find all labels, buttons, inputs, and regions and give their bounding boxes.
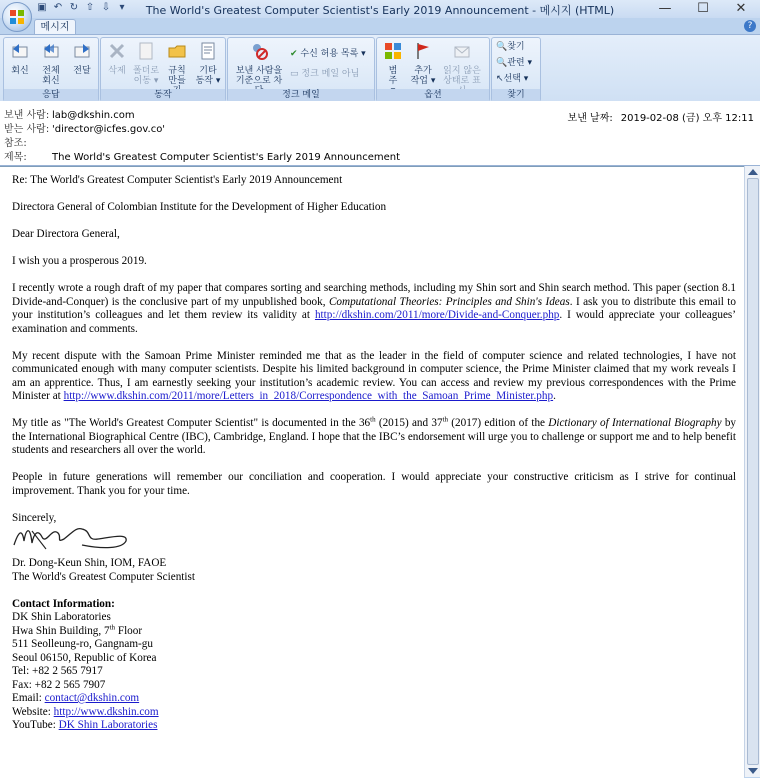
from-label: 보낸 사람:: [4, 110, 50, 121]
closing: Sincerely,: [12, 511, 57, 524]
follow-up-button[interactable]: 추가 작업 ▾: [409, 41, 437, 86]
book-title: Computational Theories: Principles and Shin's Ideas: [328, 295, 570, 308]
move-to-folder-button[interactable]: 폴더로 이동 ▾: [131, 41, 161, 86]
maximize-button[interactable]: ☐: [697, 1, 709, 16]
safe-senders-list-button[interactable]: ✔ 수신 허용 목록 ▾: [290, 49, 366, 59]
from-value[interactable]: lab@dkshin.com: [52, 110, 135, 121]
message-header: [0, 101, 760, 166]
binoculars-icon: 🔍: [496, 42, 508, 52]
fax-line: Fax: +82 2 565 7907: [12, 678, 106, 691]
contact-heading: Contact Information:: [12, 597, 115, 610]
group-junk-mail: [227, 37, 375, 102]
youtube-line: YouTube: DK Shin Laboratories: [12, 719, 158, 731]
paragraph-2: My recent dispute with the Samoan Prime Minister reminded me that as the leader in the field of computer science and related technologies, I have not communicated enough with many computer scientists. Despite his limited background in computer science, the Prime Minister claimed that my work reveals I am an apprentice. Thus, I am earnestly seeking your institution’s academic review. You can access and review my previous correspondences with the Prime Minister at http://www.dkshin.com/2011/more/Letters_in_2018/Correspondence_with_the_Samoan_Prime_Minister.php.: [12, 349, 736, 402]
address-line-4: Seoul 06150, Republic of Korea: [12, 651, 157, 664]
website-line: Website: http://www.dkshin.com: [12, 705, 159, 718]
forward-icon: [72, 41, 92, 61]
reply-all-icon: [41, 41, 61, 61]
block-sender-icon: [249, 41, 269, 61]
delete-button[interactable]: 삭제: [103, 41, 131, 76]
scroll-thumb[interactable]: [747, 178, 759, 765]
subject-value: The World's Greatest Computer Scientist's Early 2019 Announcement: [52, 152, 401, 163]
not-junk-button[interactable]: ▭ 정크 메일 아님: [290, 69, 360, 79]
move-to-folder-icon: [136, 41, 156, 61]
paragraph-4: People in future generations will remember our conciliation and cooperation. I would appreciate your constructive criticism as I strive for continual improvement. Thank you for your time.: [12, 471, 736, 497]
ribbon: [0, 34, 760, 103]
ribbon-tab-row: [0, 18, 760, 34]
cc-row: [4, 137, 52, 150]
email-line: Email: contact@dkshin.com: [12, 692, 140, 704]
address-line-3: 511 Seolleung-ro, Gangnam-gu: [12, 638, 153, 650]
to-row: [4, 123, 165, 136]
minimize-button[interactable]: —: [658, 1, 672, 16]
youtube-link[interactable]: DK Shin Laboratories: [58, 719, 158, 731]
subject-row: [4, 151, 400, 164]
message-body[interactable]: [0, 166, 744, 778]
group-actions: [100, 37, 226, 102]
correspondence-link[interactable]: http://www.dkshin.com/2011/more/Letters_in_2018/Correspondence_with_the_Samoan_Prime_Minister.php: [63, 390, 554, 402]
address-line-2: Hwa Shin Building, 7th Floor: [12, 622, 143, 637]
forward-button[interactable]: 전달: [68, 41, 96, 76]
find-button[interactable]: 🔍찾기: [496, 42, 525, 52]
address-line-1: DK Shin Laboratories: [12, 611, 111, 623]
categorize-icon: [383, 41, 403, 61]
website-link[interactable]: http://www.dkshin.com: [53, 705, 159, 718]
group-label-junk: 정크 메일: [228, 89, 374, 101]
categorize-button[interactable]: 범주: [379, 41, 407, 96]
select-icon: ↖: [496, 74, 504, 84]
save-icon[interactable]: ▣: [37, 2, 47, 13]
signature-title: The World's Greatest Computer Scientist: [12, 570, 195, 583]
tab-message[interactable]: 메시지: [34, 19, 76, 35]
paragraph-3: My title as "The World's Greatest Computer Scientist" is documented in the 36th (2015) and 37th (2017) edition of the Dictionary of International Biography by the International Biographical Centre (IBC), Cambridge, England. I hope that the IBC’s endorsement will urge you to challenge or support me and to help benefit students and researchers all over the world.: [12, 415, 737, 456]
create-rule-icon: [167, 41, 187, 61]
group-label-options: 옵션: [377, 89, 489, 101]
subject-label: 제목:: [4, 152, 27, 163]
window-controls: [646, 0, 760, 18]
redo-icon[interactable]: ↻: [69, 2, 79, 13]
not-junk-icon: ▭: [290, 69, 299, 79]
create-rule-button[interactable]: 규칙 만들: [163, 41, 191, 96]
reply-icon: [10, 41, 30, 61]
undo-icon[interactable]: ↶: [53, 2, 63, 13]
sent-date: [568, 109, 754, 124]
related-icon: 🔍: [496, 58, 508, 68]
scroll-up-icon[interactable]: [748, 169, 758, 175]
group-label-find: 찾기: [492, 89, 540, 101]
customize-qat-icon[interactable]: ▾: [119, 2, 125, 13]
group-find: [491, 37, 541, 102]
cc-label: 참조:: [4, 138, 27, 149]
reply-button[interactable]: 회신: [6, 41, 34, 76]
other-actions-button[interactable]: 기타 동작 ▾: [193, 41, 223, 86]
mark-unread-icon: [452, 41, 472, 61]
reply-all-button[interactable]: 전체 회신: [36, 41, 66, 86]
wish-line: I wish you a prosperous 2019.: [12, 255, 147, 267]
greeting: Dear Directora General,: [12, 228, 120, 240]
window-title: The World's Greatest Computer Scientist's Early 2019 Announcement - 메시지 (HTML): [145, 4, 615, 17]
paragraph-1: I recently wrote a rough draft of my paper that compares sorting and searching methods, including my Shin sort and Shin search method. This paper (section 8.1 Divide-and-Conquer) is the conclusive part of my unpublished book, Computational Theories: Principles and Shin's Ideas. I ask you to distribute this email to your institution’s colleagues and let them review its validity at http://dkshin.com/2011/more/Divide-and-Conquer.php. I would appreciate your colleagues’ examination and comments.: [12, 282, 736, 335]
group-respond: [3, 37, 99, 102]
signature-name: Dr. Dong-Keun Shin, IOM, FAOE: [12, 557, 167, 569]
office-logo-icon: [10, 10, 24, 24]
divide-and-conquer-link[interactable]: http://dkshin.com/2011/more/Divide-and-Conquer.php: [314, 309, 560, 321]
tel-line: Tel: +82 2 565 7917: [12, 665, 103, 677]
scroll-down-icon[interactable]: [748, 768, 758, 774]
related-button[interactable]: 🔍관련 ▾: [496, 58, 532, 68]
group-label-actions: 동작: [101, 89, 225, 101]
up-arrow-icon[interactable]: ⇧: [85, 2, 95, 13]
sent-label: 보낸 날짜:: [567, 113, 613, 124]
flag-icon: [413, 41, 433, 61]
mark-unread-button[interactable]: 읽지 않은 상태로 표: [437, 41, 487, 96]
recipient-line: Directora General of Colombian Institute for the Development of Higher Education: [12, 201, 387, 213]
re-line: Re: The World's Greatest Computer Scientist's Early 2019 Announcement: [12, 174, 343, 186]
close-button[interactable]: ✕: [735, 1, 747, 16]
to-value[interactable]: 'director@icfes.gov.co': [52, 124, 166, 135]
email-content: [12, 174, 736, 733]
title-bar: [0, 0, 760, 18]
safe-list-icon: ✔: [290, 49, 298, 59]
group-label-respond: 응답: [4, 89, 98, 101]
delete-icon: [107, 41, 127, 61]
from-row: [4, 109, 135, 122]
dictionary-title: Dictionary of International Biography: [548, 417, 722, 429]
help-icon[interactable]: ?: [744, 20, 756, 32]
other-actions-icon: [198, 41, 218, 61]
office-button[interactable]: [2, 2, 32, 32]
down-arrow-icon[interactable]: ⇩: [101, 2, 111, 13]
vertical-scrollbar[interactable]: [744, 166, 760, 777]
group-options: [376, 37, 490, 102]
sent-value: 2019-02-08 (금) 오후 12:11: [620, 113, 754, 124]
select-button[interactable]: ↖선택 ▾: [496, 74, 529, 84]
block-sender-button[interactable]: 보낸 사람을 기준으로 차: [232, 41, 286, 96]
to-label: 받는 사람:: [4, 124, 50, 135]
email-link[interactable]: contact@dkshin.com: [44, 692, 140, 704]
